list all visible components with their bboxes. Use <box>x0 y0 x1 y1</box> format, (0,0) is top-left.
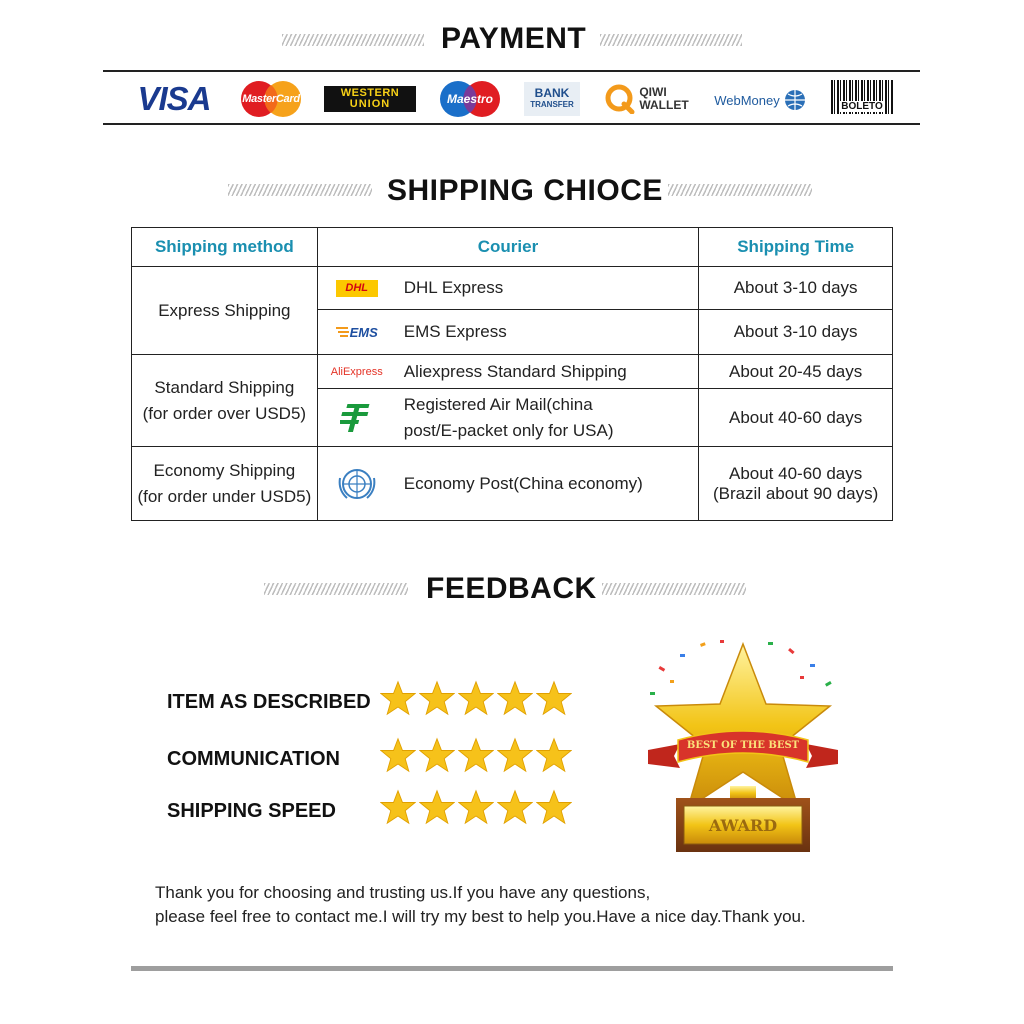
courier-cell <box>317 389 699 447</box>
method-express: Express Shipping <box>132 267 318 355</box>
feedback-title-decoration-left <box>264 583 408 595</box>
rating-stars-item-as-described <box>380 680 572 716</box>
rating-label-shipping-speed: SHIPPING SPEED <box>167 800 336 822</box>
time-cell: About 3-10 days <box>699 267 893 310</box>
star-icon <box>497 737 533 773</box>
footer-divider <box>131 966 893 971</box>
rating-stars-shipping-speed <box>380 789 572 825</box>
star-icon <box>458 789 494 825</box>
courier-name: EMS Express <box>403 322 507 341</box>
maestro-logo: Maestro <box>439 80 501 118</box>
star-icon <box>419 680 455 716</box>
star-icon <box>380 737 416 773</box>
payment-title: PAYMENT <box>441 22 587 55</box>
header-shipping-time: Shipping Time <box>699 228 893 267</box>
courier-name: Aliexpress Standard Shipping <box>403 361 627 381</box>
courier-cell <box>317 447 699 521</box>
shipping-table <box>131 227 893 521</box>
qiwi-wallet-logo: QIWI WALLET <box>604 82 690 116</box>
boleto-logo: BOLETO <box>831 80 893 114</box>
thank-you-message-line2: please feel free to contact me.I will try my best to help you.Have a nice day.Thank you. <box>155 907 806 926</box>
header-courier: Courier <box>317 228 699 267</box>
star-icon <box>536 680 572 716</box>
feedback-title-decoration-right <box>602 583 746 595</box>
star-icon <box>458 680 494 716</box>
rating-stars-communication <box>380 737 572 773</box>
time-cell: About 3-10 days <box>699 310 893 355</box>
mastercard-logo: MasterCard <box>240 80 302 118</box>
table-row <box>132 447 893 521</box>
payment-title-decoration-left <box>282 34 424 46</box>
star-icon <box>380 680 416 716</box>
star-icon <box>497 789 533 825</box>
western-union-logo: WESTERN UNION <box>324 86 416 112</box>
courier-cell <box>317 310 699 355</box>
payment-divider-top <box>103 70 920 72</box>
star-icon <box>497 680 533 716</box>
china-post-icon <box>340 402 374 434</box>
ribbon-text: BEST OF THE BEST <box>686 740 800 751</box>
globe-icon <box>784 89 806 111</box>
time-cell: About 40-60 days (Brazil about 90 days) <box>699 447 893 521</box>
star-icon <box>419 737 455 773</box>
courier-name: Registered Air Mail(china <box>403 394 593 414</box>
shipping-title: SHIPPING CHIOCE <box>387 174 663 207</box>
award-trophy-badge <box>640 636 846 854</box>
bank-transfer-logo: BANK TRANSFER <box>524 82 580 116</box>
un-globe-icon <box>337 466 377 502</box>
payment-title-decoration-right <box>600 34 742 46</box>
plaque-text: AWARD <box>708 816 778 835</box>
feedback-title: FEEDBACK <box>426 572 597 605</box>
visa-logo: VISA <box>137 80 211 117</box>
time-cell: About 40-60 days <box>699 389 893 447</box>
courier-name-continued: post/E-packet only for USA) <box>403 420 614 440</box>
star-icon <box>419 789 455 825</box>
star-icon <box>536 737 572 773</box>
thank-you-message-line1: Thank you for choosing and trusting us.If you have any questions, <box>155 883 651 902</box>
webmoney-logo: WebMoney <box>710 86 810 114</box>
aliexpress-logo: AliExpress <box>330 365 383 378</box>
courier-cell <box>317 267 699 310</box>
ems-logo: EMS <box>336 325 378 340</box>
table-row <box>132 267 893 310</box>
rating-label-item-as-described: ITEM AS DESCRIBED <box>167 691 371 713</box>
table-header-row <box>132 228 893 267</box>
courier-cell <box>317 355 699 389</box>
time-cell: About 20-45 days <box>699 355 893 389</box>
dhl-logo: DHL <box>336 280 378 297</box>
rating-label-communication: COMMUNICATION <box>167 748 340 770</box>
method-standard: Standard Shipping (for order over USD5) <box>132 355 318 447</box>
courier-name: Economy Post(China economy) <box>403 473 643 493</box>
qiwi-icon <box>605 84 635 114</box>
payment-divider-bottom <box>103 123 920 125</box>
star-icon <box>380 789 416 825</box>
shipping-title-decoration-left <box>228 184 372 196</box>
table-row <box>132 355 893 389</box>
method-economy: Economy Shipping (for order under USD5) <box>132 447 318 521</box>
courier-name: DHL Express <box>403 278 504 297</box>
header-shipping-method: Shipping method <box>132 228 318 267</box>
star-icon <box>458 737 494 773</box>
shipping-title-decoration-right <box>668 184 812 196</box>
star-icon <box>536 789 572 825</box>
